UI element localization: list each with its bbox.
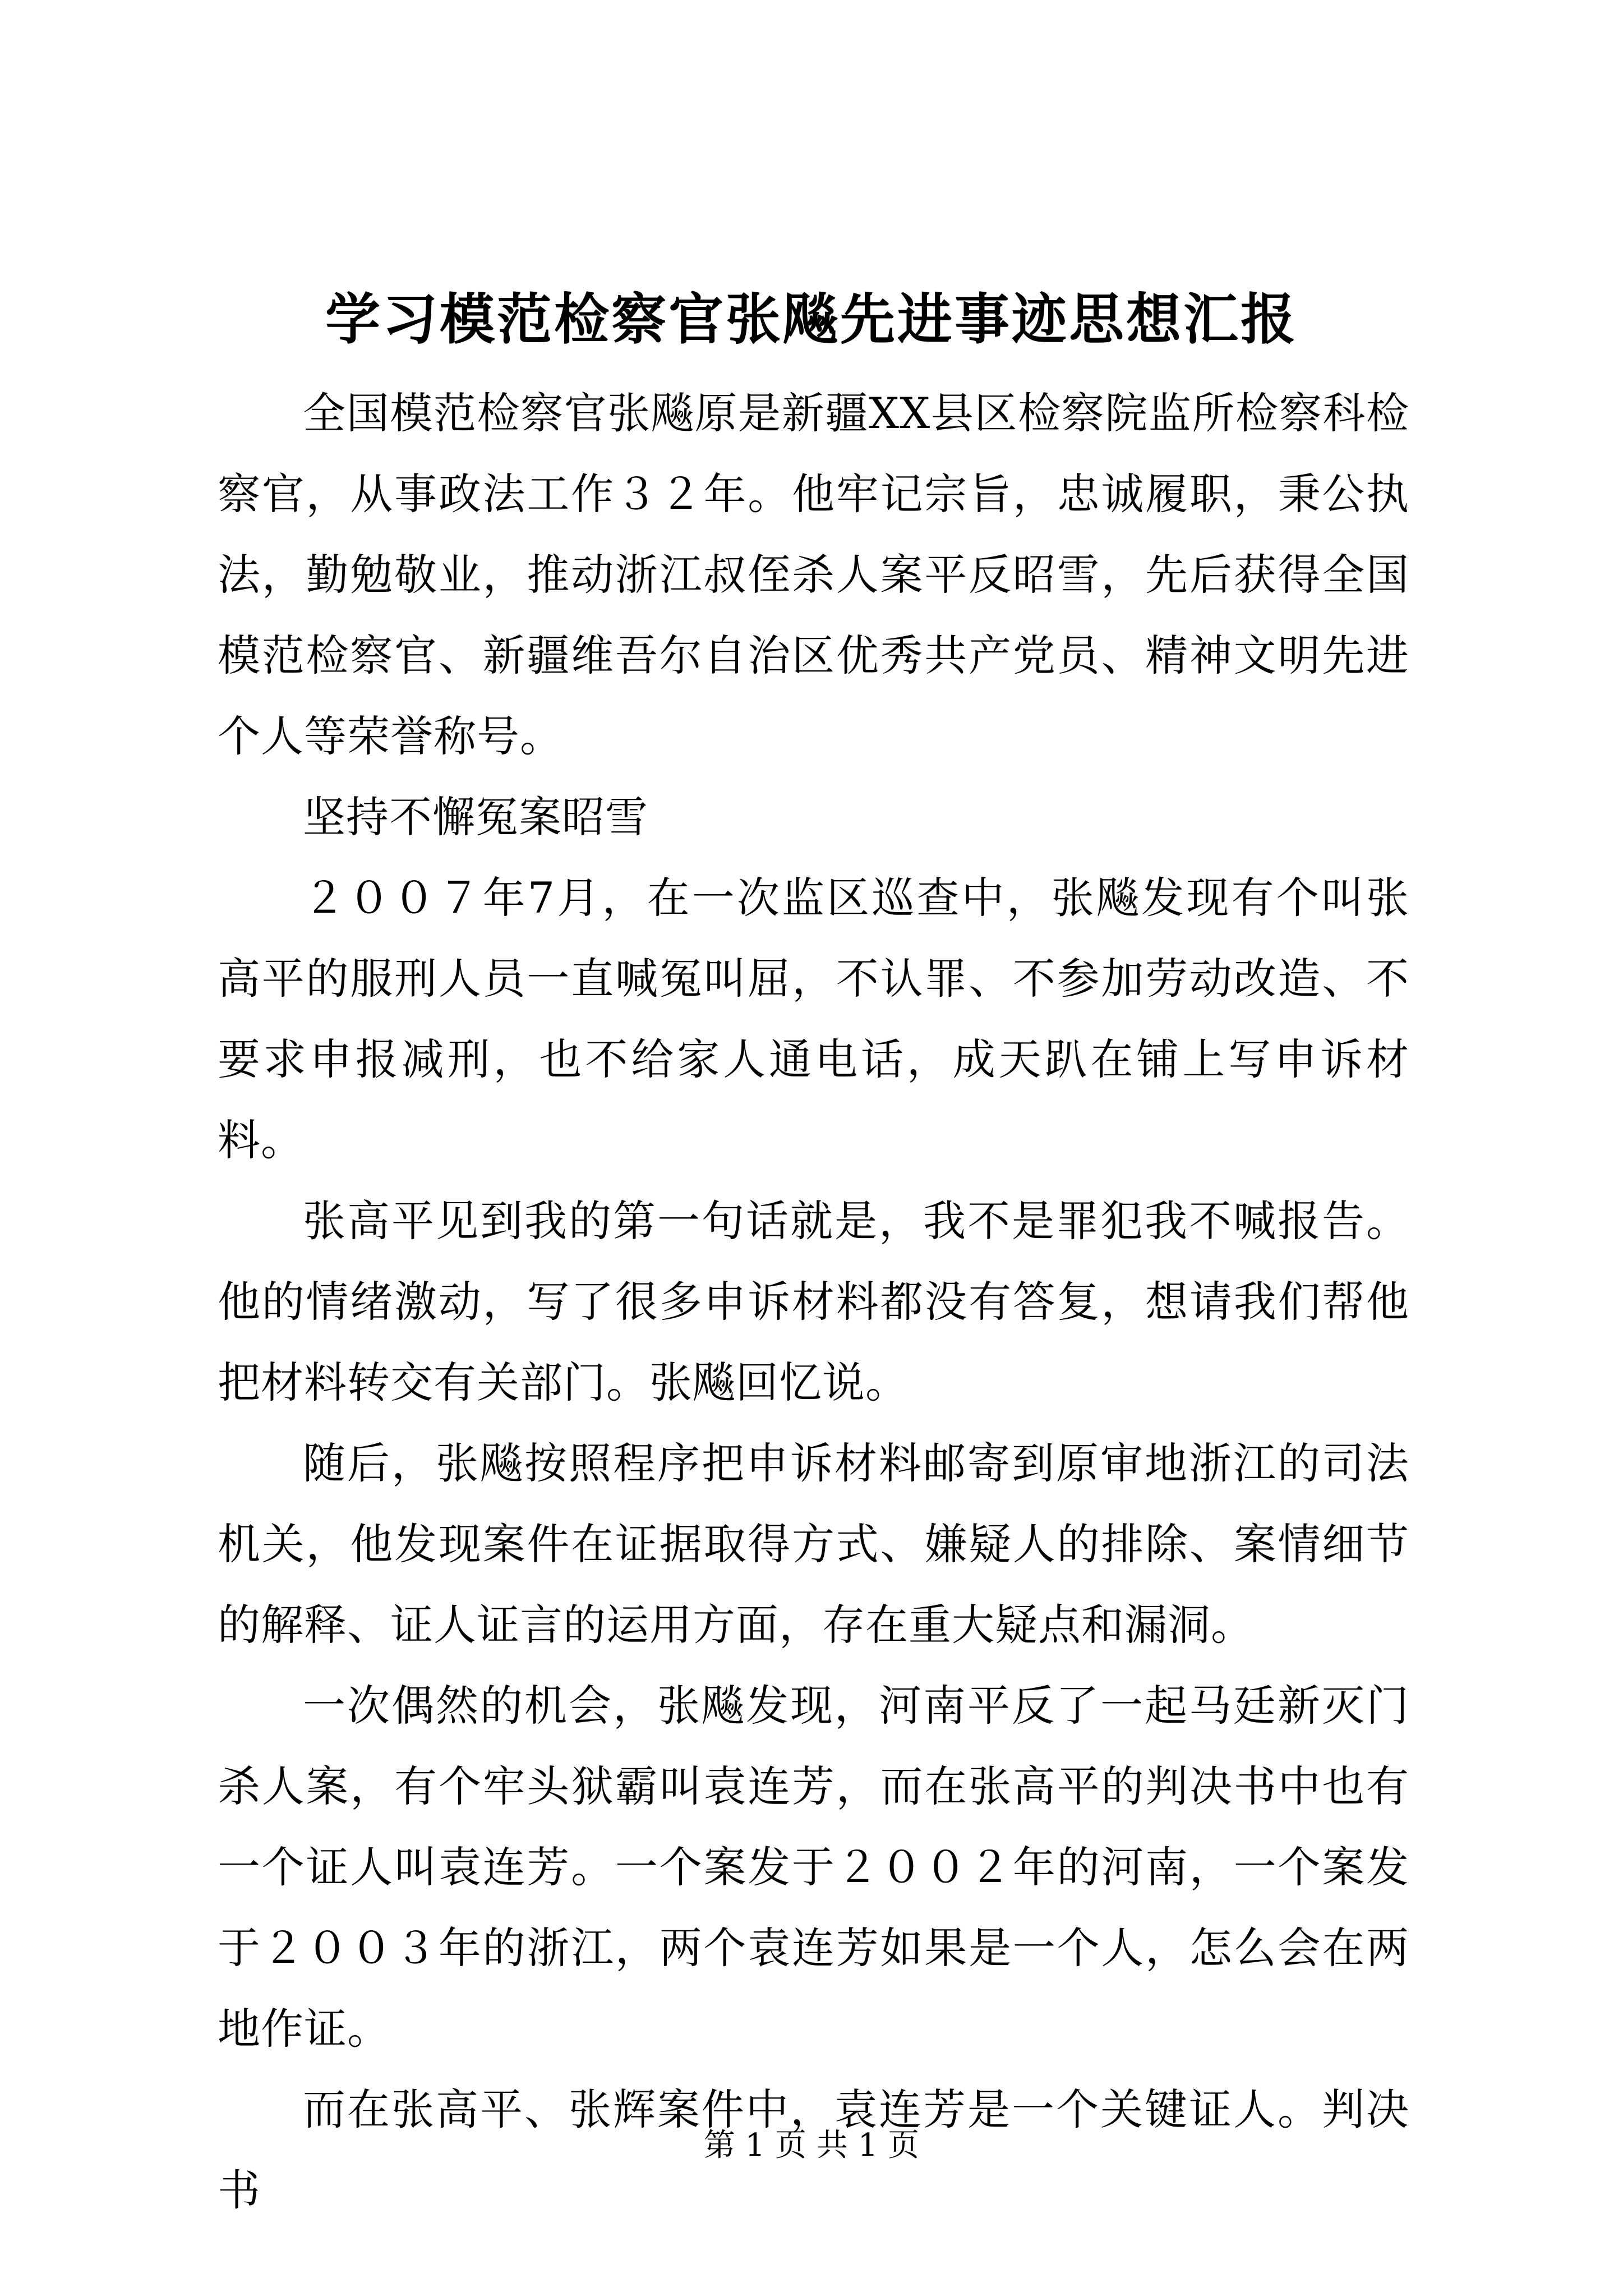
paragraph-key-witness: 而在张高平、张辉案件中，袁连芳是一个关键证人。判决书 — [218, 2085, 1409, 2215]
document-body — [218, 373, 1409, 2231]
paragraph-mailing: 随后，张飚按照程序把申诉材料邮寄到原审地浙江的司法机关，他发现案件在证据取得方式、嫌疑人的排除、案情细节的解释、证人证言的运用方面，存在重大疑点和漏洞。 — [218, 1438, 1409, 1650]
paragraph-quote: 张高平见到我的第一句话就是，我不是罪犯我不喊报告。他的情绪激动，写了很多申诉材料都没有答复，想请我们帮他把材料转交有关部门。张飚回忆说。 — [218, 1196, 1409, 1407]
paragraph-discovery: ２００７年7月，在一次监区巡查中，张飚发现有个叫张高平的服刑人员一直喊冤叫屈，不认罪、不参加劳动改造、不要求申报减刑，也不给家人通电话，成天趴在铺上写申诉材料。 — [218, 873, 1409, 1165]
paragraph-witness: 一次偶然的机会，张飚发现，河南平反了一起马廷新灭门杀人案，有个牢头狱霸叫袁连芳，而在张高平的判决书中也有一个证人叫袁连芳。一个案发于２００２年的河南，一个案发于２００３年的浙江，两个袁连芳如果是一个人，怎么会在两地作证。 — [218, 1681, 1409, 2054]
section-heading: 坚持不懈冤案昭雪 — [303, 792, 648, 842]
page-number-footer: 第 1 页 共 1 页 — [703, 2127, 920, 2164]
document-title: 学习模范检察官张飚先进事迹思想汇报 — [325, 287, 1298, 352]
paragraph-intro: 全国模范检察官张飚原是新疆XX县区检察院监所检察科检察官，从事政法工作３２年。他牢记宗旨，忠诚履职，秉公执法，勤勉敬业，推动浙江叔侄杀人案平反昭雪，先后获得全国模范检察官、新疆维吾尔自治区优秀共产党员、精神文明先进个人等荣誉称号。 — [218, 388, 1409, 761]
